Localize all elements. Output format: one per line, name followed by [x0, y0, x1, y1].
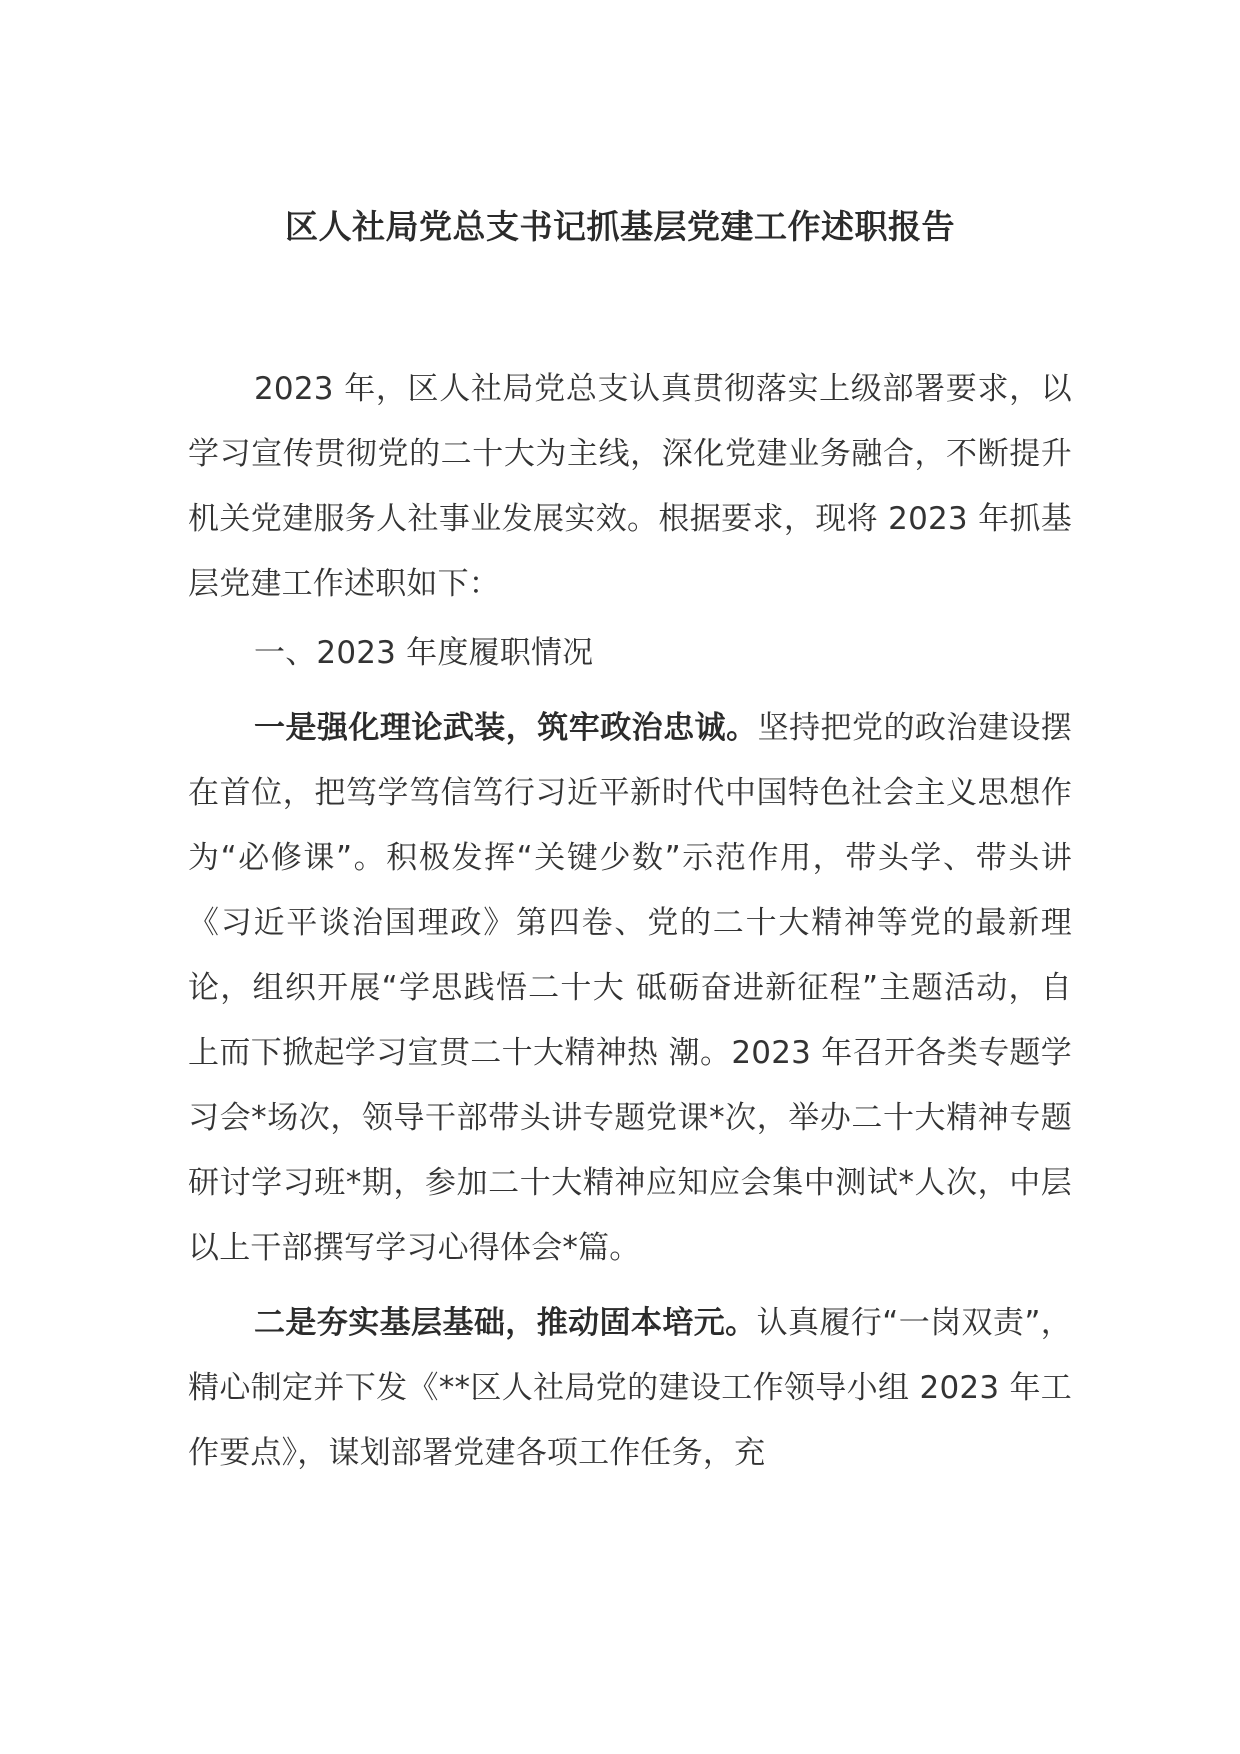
point-two-text: 认真履行“一岗双责”，精心制定并下发《**区人社局党的建设工作领导小组 2023 年工作要点》，谋划部署党建各项工作任务，充: [188, 1305, 1073, 1471]
point-one-paragraph: [188, 696, 1072, 1281]
intro-paragraph: 2023 年，区人社局党总支认真贯彻落实上级部署要求，以学习宣传贯彻党的二十大为主线，深化党建业务融合，不断提升机关党建服务人社事业发展实效。根据要求，现将 2023 年抓基层党建工作述职如下：: [188, 371, 1072, 602]
point-two-lead: 二是夯实基层基础，推动固本培元。: [254, 1305, 757, 1341]
point-one-lead: 一是强化理论武装，筑牢政治忠诚。: [254, 710, 758, 746]
document-title: 区人社局党总支书记抓基层党建工作述职报告: [285, 207, 955, 246]
point-two-paragraph: [188, 1291, 1072, 1486]
document-body: [188, 357, 1072, 1486]
point-one-text: 坚持把党的政治建设摆在首位，把笃学笃信笃行习近平新时代中国特色社会主义思想作为“必修课”。积极发挥“关键少数”示范作用，带头学、带头讲《习近平谈治国理政》第四卷、党的二十大精神等党的最新理论，组织开展“学思践悟二十大 砥砺奋进新征程”主题活动，自上而下掀起学习宣贯二十大精神热 潮。2023 年召开各类专题学习会*场次，领导干部带头讲专题党课*次，举办二十大精神专题研讨学习班*期，参加二十大精神应知应会集中测试*人次，中层以上干部撰写学习心得体会*篇。: [188, 710, 1073, 1266]
section-heading: 一、2023 年度履职情况: [254, 635, 594, 671]
